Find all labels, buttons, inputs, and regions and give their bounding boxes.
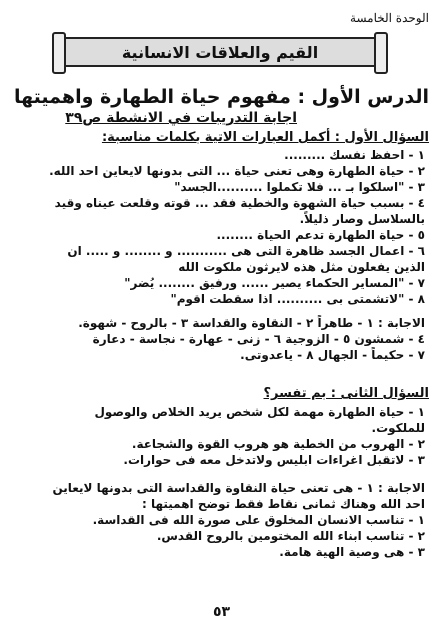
q1-line: ٧ - "المساير الحكماء يصير ...... ورفيق ........ يُضر" [124, 276, 425, 290]
answer-line: ٣ - هى وصية الهية هامة. [279, 545, 425, 559]
q2-line: ٢ - الهروب من الخطية هو هروب القوة والشجاعة. [131, 437, 425, 451]
q1-line: ٢ - حياة الطهارة وهى تعنى حياة ... التى بدونها لايعاين احد الله. [49, 164, 425, 178]
unit-label: الوحدة الخامسة [350, 11, 429, 25]
q1-line: ٨ - "لاتشمتى بى .......... اذا سقطت اقوم" [170, 292, 425, 306]
q1-line: ١ - احفظ نفسك ......... [284, 148, 425, 162]
q1-lines [14, 147, 425, 307]
q1-title: السؤال الأول : أكمل العبارات الاتية بكلمات مناسبة: [101, 130, 429, 145]
exercise-subtitle: اجابة التدريبات في الانشطة ص٣٩ [65, 110, 297, 126]
q1-line: ٥ - حياة الطهارة تدعم الحياة ........ [216, 228, 425, 242]
answer-line: الاجابة : ١ - طاهراً ٢ - النقاوة والقداسة ٣ - بالروح - شهوة. [78, 316, 425, 330]
q1-line: ٦ - اعمال الجسد ظاهرة التى هى ........... و ........ و ..... ان [67, 244, 425, 258]
q1-line: الذين يفعلون مثل هذه لايرثون ملكوت الله [178, 260, 425, 274]
answer-line: ٤ - شمشون ٥ - الزوجية ٦ - زنى - عهارة - نجاسة - دعارة [92, 332, 425, 346]
q2-line: ٣ - لاتقبل اغراءات ابليس ولاتدخل معه فى حوارات. [123, 453, 425, 467]
banner-title: القيم والعلاقات الانسانية [121, 42, 319, 62]
q1-answer [14, 315, 425, 363]
answer-line: الاجابة : ١ - هى تعنى حياة النقاوة والقداسة التى بدونها لايعاين [52, 481, 425, 495]
answer-line: احد الله وهناك ثمانى نقاط فقط توضح اهميتها : [141, 497, 425, 511]
lesson-title: الدرس الأول : مفهوم حياة الطهارة واهميتها [13, 86, 430, 108]
q2-answer [14, 480, 425, 560]
answer-line: ٢ - تناسب ابناء الله المختومين بالروح القدس. [156, 529, 425, 543]
answer-line: ١ - تناسب الانسان المخلوق على صورة الله فى القداسة. [92, 513, 425, 527]
q2-title: السؤال الثانى : بم تفسر؟ [263, 386, 429, 401]
q1-line: ٤ - بسبب حياة الشهوة والخطية فقد ... قوته وقلعت عيناه وقيد [54, 196, 425, 210]
q1-line: ٣ - "اسلكوا بـ ... فلا تكملوا ..........الجسد" [174, 180, 425, 194]
page-number: ٥٣ [212, 604, 231, 620]
q2-line: ١ - حياة الطهارة مهمة لكل شخص يريد الخلاص والوصول [94, 405, 425, 419]
title-banner [62, 37, 378, 67]
q2-lines [14, 404, 425, 468]
answer-line: ٧ - حكيماً - الجهال ٨ - ياعدوتى. [240, 348, 425, 362]
q2-line: للملكوت. [371, 421, 425, 435]
q1-line: بالسلاسل وصار ذليلاً. [299, 212, 425, 226]
